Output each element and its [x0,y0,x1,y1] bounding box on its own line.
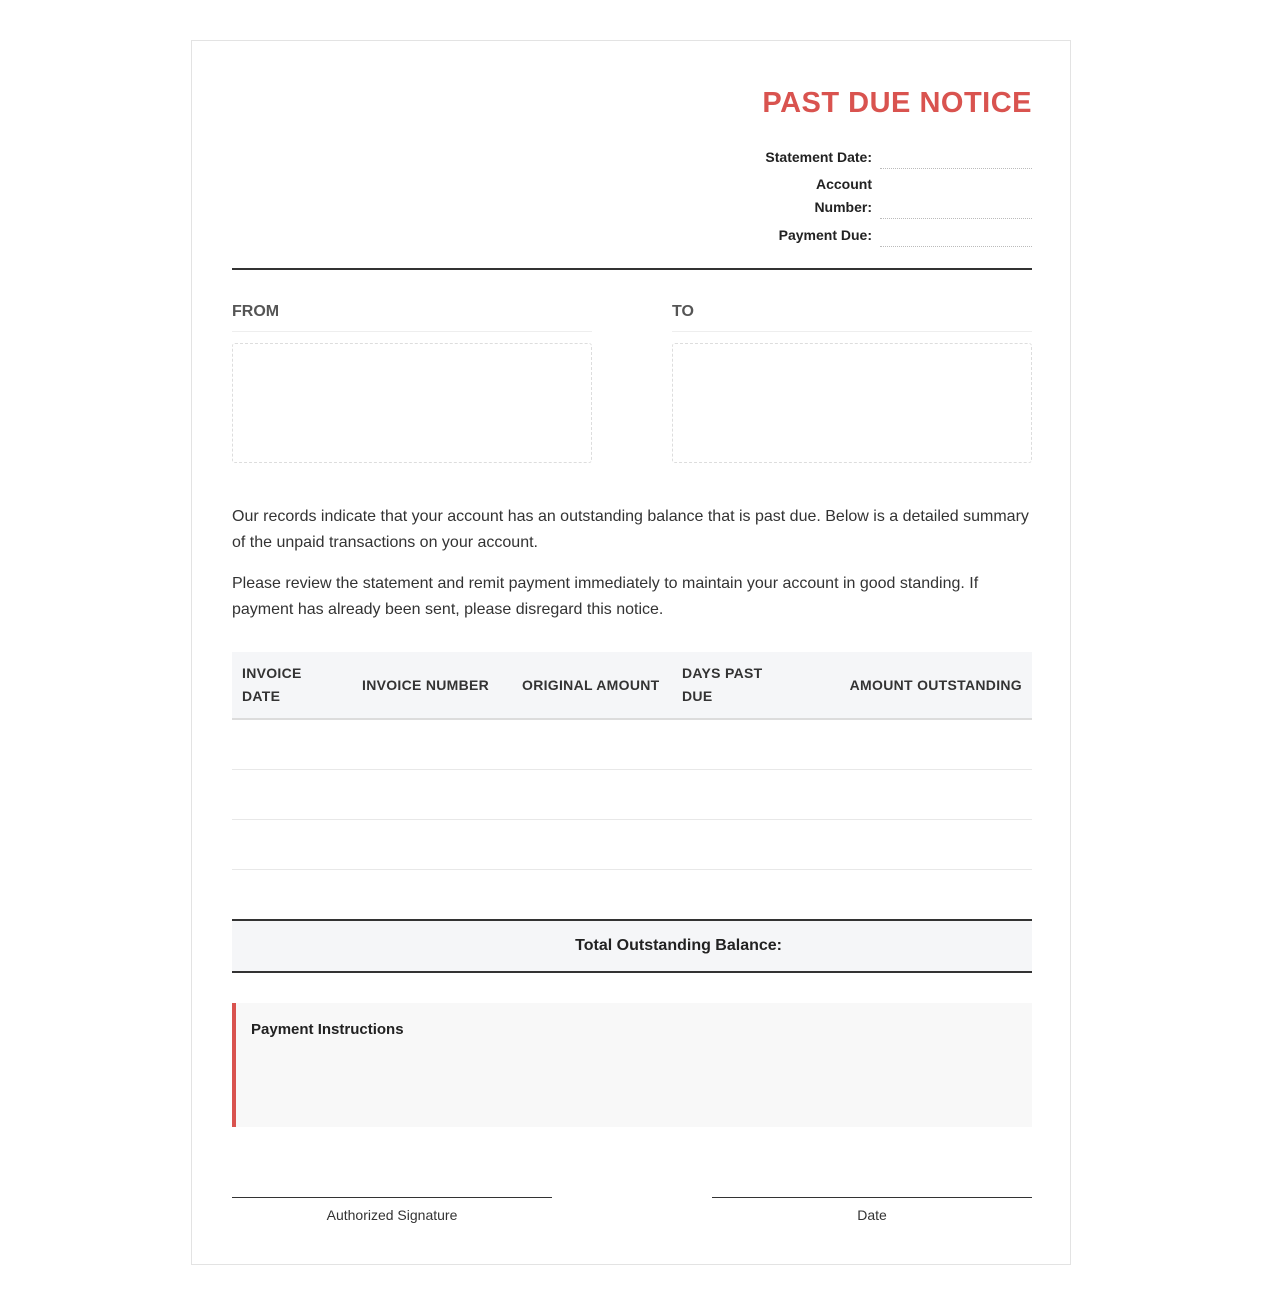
to-address-box[interactable] [672,343,1032,463]
to-heading: TO [672,303,1032,332]
statement-date-row [742,145,1032,169]
intro-paragraph: Our records indicate that your account has an outstanding balance that is past due. Below is a detailed summary of the unpaid transactions on your account. [232,508,1029,551]
table-cell[interactable] [352,770,512,820]
from-address-box[interactable] [232,343,592,463]
payment-due-label: Payment Due: [778,227,872,243]
signature-block [232,1197,552,1223]
table-cell[interactable] [802,719,1032,770]
table-cell[interactable] [672,770,802,820]
header-invoice-number: INVOICE NUMBER [352,652,512,719]
date-label: Date [857,1207,887,1223]
statement-meta [742,145,1032,251]
table-cell[interactable] [232,820,352,870]
table-cell[interactable] [672,820,802,870]
statement-date-label: Statement Date: [765,149,872,165]
total-balance-label: Total Outstanding Balance: [575,937,782,954]
date-line[interactable] [712,1197,1032,1198]
table-cell[interactable] [232,870,352,920]
signature-label: Authorized Signature [326,1207,458,1223]
table-cell[interactable] [802,820,1032,870]
payment-due-row [742,223,1032,247]
table-row [232,719,1032,770]
table-cell[interactable] [672,719,802,770]
table-cell[interactable] [232,770,352,820]
from-section [232,303,592,463]
table-cell[interactable] [512,820,672,870]
header-amount-outstanding: AMOUNT OUTSTANDING [802,652,1032,719]
table-row [232,870,1032,920]
statement-date-field[interactable] [880,145,1032,169]
signature-line[interactable] [232,1197,552,1198]
payment-due-field[interactable] [880,223,1032,247]
date-block [712,1197,1032,1223]
table-cell[interactable] [512,719,672,770]
table-header-row [232,652,1032,719]
header-days-past-due: DAYS PAST DUE [672,652,802,719]
account-number-field[interactable] [880,195,1032,219]
from-heading: FROM [232,303,592,332]
document-title: PAST DUE NOTICE [762,87,1032,119]
table-cell[interactable] [352,820,512,870]
table-row [232,770,1032,820]
table-cell[interactable] [512,870,672,920]
table-cell[interactable] [802,770,1032,820]
instruction-paragraph: Please review the statement and remit payment immediately to maintain your account in good standing. If payment has already been sent, please disregard this notice. [232,575,979,618]
invoice-table [232,652,1032,920]
table-cell[interactable] [512,770,672,820]
payment-instructions-box [232,1003,1032,1127]
table-cell[interactable] [352,719,512,770]
header-invoice-date: INVOICE DATE [232,652,352,719]
account-number-label: Account Number: [814,176,872,215]
notice-page [191,40,1071,1265]
account-number-row [742,173,1032,219]
table-cell[interactable] [352,870,512,920]
header-original-amount: ORIGINAL AMOUNT [512,652,672,719]
total-balance-row [232,919,1032,973]
to-section [672,303,1032,463]
table-cell[interactable] [672,870,802,920]
header-divider [232,268,1032,270]
table-cell[interactable] [232,719,352,770]
table-row [232,820,1032,870]
table-cell[interactable] [802,870,1032,920]
payment-instructions-title: Payment Instructions [251,1021,404,1038]
